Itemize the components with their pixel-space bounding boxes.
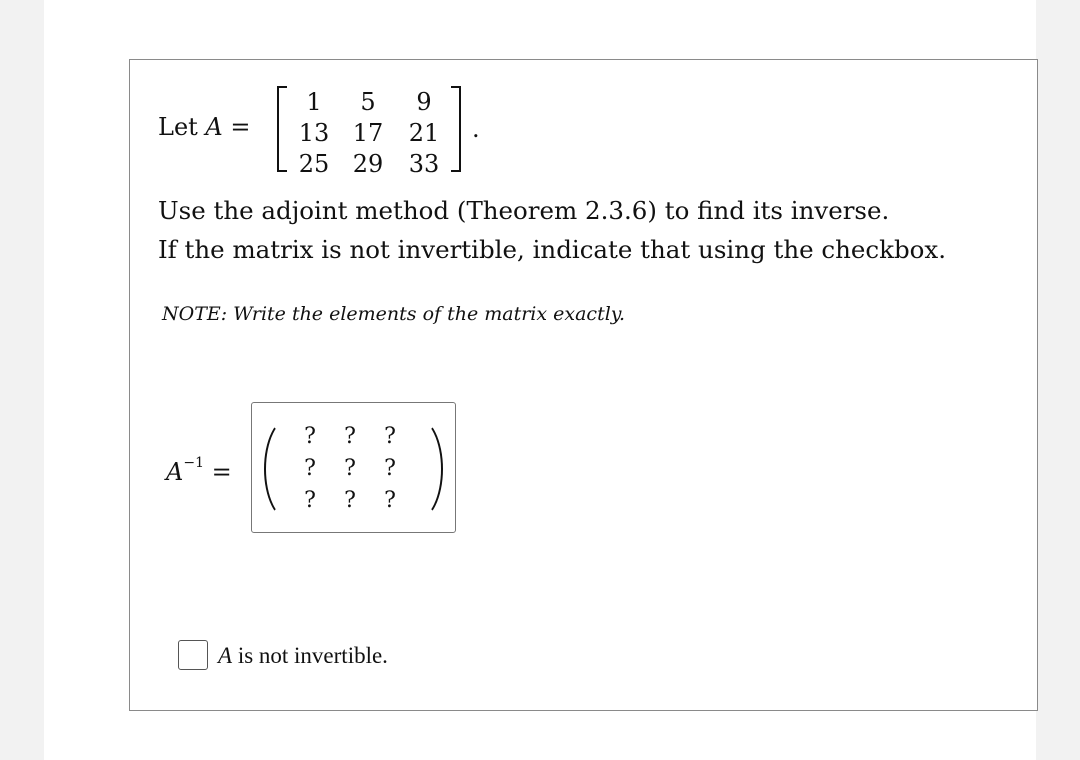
page — [44, 0, 1036, 760]
inverse-matrix-input[interactable] — [251, 402, 456, 533]
inverse-matrix-grid — [290, 421, 410, 517]
matrix-cell: 13 — [298, 118, 330, 147]
inverse-cell[interactable]: ? — [384, 456, 396, 481]
note-text: NOTE: Write the elements of the matrix exactly. — [162, 303, 626, 325]
matrix-cell: 21 — [408, 118, 440, 147]
checkbox-label-text: is not invertible. — [232, 643, 388, 668]
inverse-cell[interactable]: ? — [344, 456, 356, 481]
matrix-cell: 5 — [360, 87, 376, 116]
instruction-adjoint: Use the adjoint method (Theorem 2.3.6) to find its inverse. — [158, 196, 890, 225]
inverse-cell[interactable]: ? — [304, 424, 316, 449]
matrix-cell: 25 — [298, 149, 330, 178]
given-matrix — [290, 86, 450, 179]
matrix-variable: A — [205, 113, 223, 141]
inverse-superscript: −1 — [183, 455, 204, 471]
left-bracket — [277, 86, 287, 172]
period: . — [472, 115, 480, 143]
question-card — [129, 59, 1038, 711]
right-paren — [417, 417, 443, 521]
inverse-cell[interactable]: ? — [384, 488, 396, 513]
checkbox-variable: A — [218, 643, 233, 668]
right-bracket — [451, 86, 461, 172]
matrix-cell: 29 — [352, 149, 384, 178]
inverse-cell[interactable]: ? — [304, 456, 316, 481]
left-paren — [264, 417, 290, 521]
inverse-cell[interactable]: ? — [344, 488, 356, 513]
inverse-cell[interactable]: ? — [344, 424, 356, 449]
matrix-cell: 17 — [352, 118, 384, 147]
instruction-checkbox: If the matrix is not invertible, indicate that using the checkbox. — [158, 235, 946, 264]
inverse-cell[interactable]: ? — [384, 424, 396, 449]
inverse-equals: = — [203, 458, 232, 486]
let-statement — [158, 112, 251, 142]
not-invertible-checkbox[interactable] — [178, 640, 208, 670]
equals-sign: = — [222, 113, 251, 141]
matrix-cell: 9 — [416, 87, 432, 116]
inverse-label — [166, 452, 232, 487]
inverse-variable: A — [166, 458, 184, 486]
matrix-cell: 1 — [306, 87, 322, 116]
matrix-cell: 33 — [408, 149, 440, 178]
not-invertible-label[interactable] — [218, 642, 388, 670]
let-prefix: Let — [158, 113, 206, 141]
inverse-cell[interactable]: ? — [304, 488, 316, 513]
